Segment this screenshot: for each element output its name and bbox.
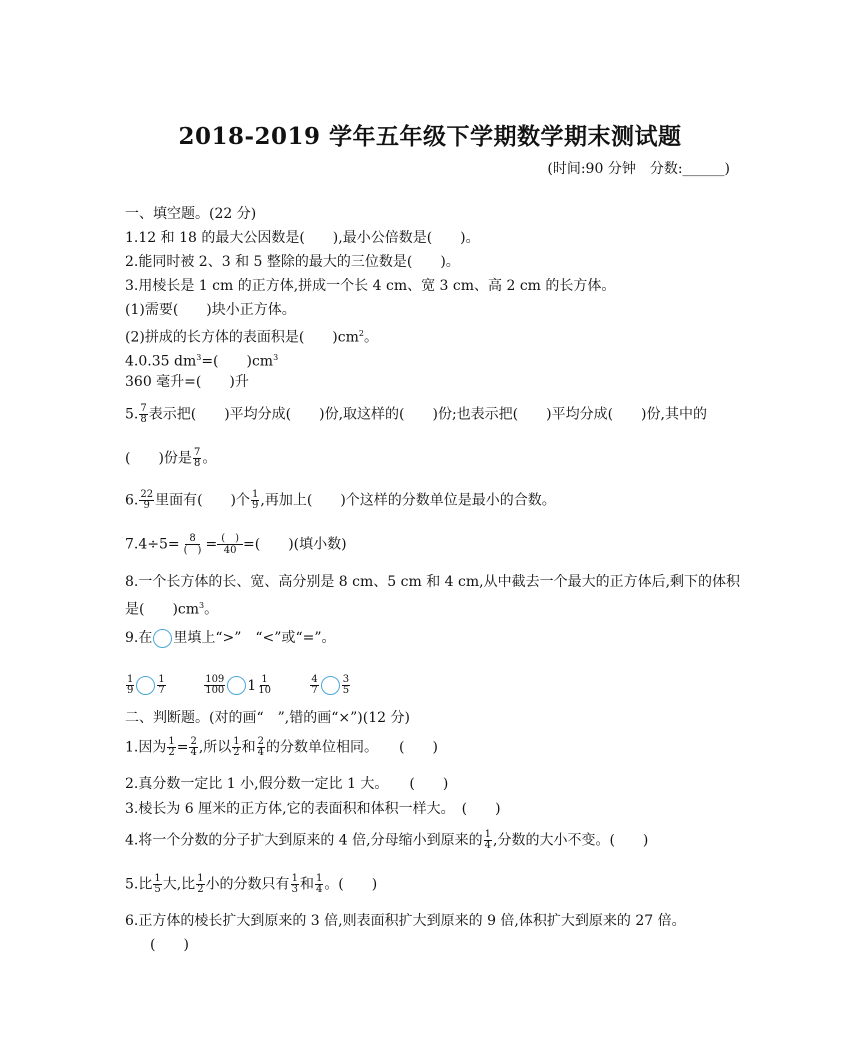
q7-fraction-1 — [180, 533, 206, 556]
j5-mid-1: 大,比 — [162, 876, 196, 893]
j5-f1-numerator: 1 — [154, 873, 161, 884]
judge-6-line1: 6.正方体的棱长扩大到原来的 3 倍,则表面积扩大到原来的 9 倍,体积扩大到原来的 27 倍。 — [125, 913, 686, 929]
j5-text: 5.比 — [125, 876, 153, 893]
q9-text-2: 里填上“>” “<”或“=”。 — [173, 630, 336, 646]
q5-line2-end: 。 — [202, 450, 217, 467]
q6-text-2: ,再加上( )个这样的分数单位是最小的合数。 — [260, 492, 556, 509]
compare-circle-3[interactable] — [321, 676, 340, 695]
compare-circle-1[interactable] — [136, 676, 155, 695]
cmp1-b-denominator: 7 — [158, 685, 165, 696]
question-1: 1.12 和 18 的最大公因数是( ),最小公倍数是( )。 — [125, 230, 480, 246]
j4-text: 4.将一个分数的分子扩大到原来的 4 倍,分母缩小到原来的 — [125, 832, 483, 849]
q8-line2-text: 是( )cm — [125, 601, 200, 618]
cmp2-a-numerator: 109 — [205, 674, 225, 685]
j5-f3-numerator: 1 — [291, 873, 298, 884]
q7-text: 7.4÷5= — [125, 536, 180, 553]
q5-fraction — [139, 404, 147, 425]
question-2: 2.能同时被 2、3 和 5 整除的最大的三位数是( )。 — [125, 254, 460, 270]
q6-f1-denominator: 9 — [143, 500, 150, 511]
j4-numerator: 1 — [484, 829, 491, 840]
compare-item-1 — [125, 675, 167, 696]
q9-text-1: 9.在 — [125, 630, 153, 646]
judge-5 — [125, 874, 377, 895]
question-4a — [125, 348, 278, 372]
q3b-superscript: 2 — [358, 329, 364, 338]
q5-line2-fraction — [193, 448, 201, 469]
cmp3-b-numerator: 3 — [342, 674, 350, 685]
question-9 — [125, 628, 336, 648]
q7-f2-denominator: 40 — [223, 545, 237, 556]
answer-circle-icon — [153, 629, 172, 648]
j4-denominator: 4 — [484, 840, 491, 851]
cmp1-a-numerator: 1 — [127, 674, 134, 685]
section1-heading: 一、填空题。(22 分) — [125, 206, 257, 222]
j5-f4-numerator: 1 — [315, 873, 323, 884]
j1-and: 和 — [241, 739, 256, 756]
question-4b: 360 毫升=( )升 — [125, 374, 249, 390]
q6-text-1: 里面有( )个 — [155, 492, 251, 509]
j1-f3-denominator: 2 — [233, 747, 240, 758]
judge-4 — [125, 830, 648, 851]
q8-superscript: 3 — [199, 601, 205, 610]
cmp2-whole-number: 1 — [247, 677, 257, 694]
q4a-text: 4.0.35 dm — [125, 353, 197, 370]
q4a-mid: =( )cm — [201, 353, 274, 370]
q7-f1-numerator: 8 — [185, 533, 199, 545]
question-5 — [125, 404, 707, 425]
q7-end: =( )(填小数) — [243, 536, 347, 553]
judge-2: 2.真分数一定比 1 小,假分数一定比 1 大。 ( ) — [125, 776, 449, 792]
q5-line2-text: ( )份是 — [125, 450, 192, 467]
question-7 — [125, 533, 347, 556]
q5-fraction-numerator: 7 — [140, 403, 147, 414]
q7-fraction-2 — [217, 533, 243, 556]
q6-f2-denominator: 9 — [252, 500, 259, 511]
question-9-items — [125, 668, 383, 696]
q7-f1-denominator: ( ) — [183, 545, 202, 556]
q5-line2-denominator: 8 — [193, 458, 201, 469]
cmp3-a-denominator: 7 — [311, 685, 318, 696]
cmp2-a-denominator: 100 — [205, 685, 225, 696]
j4-end: ,分数的大小不变。( ) — [493, 832, 649, 849]
q3b-end: 。 — [363, 329, 378, 346]
exam-subtitle: (时间:90 分钟 分数:______) — [547, 161, 730, 177]
j1-f1-numerator: 1 — [168, 736, 175, 747]
cmp1-b-numerator: 1 — [158, 674, 165, 685]
j1-end: 的分数单位相同。 ( ) — [266, 739, 438, 756]
q3b-text: (2)拼成的长方体的表面积是( )cm — [125, 329, 359, 346]
j1-f2-denominator: 4 — [190, 747, 197, 758]
q5-line2-numerator: 7 — [193, 447, 201, 458]
question-3a: (1)需要( )块小正方体。 — [125, 302, 296, 318]
compare-item-3 — [309, 675, 351, 696]
q5-number: 5. — [125, 406, 139, 423]
question-3b — [125, 324, 378, 348]
j1-f3-numerator: 1 — [233, 736, 240, 747]
q4a-superscript-2: 3 — [273, 353, 279, 362]
cmp3-a-numerator: 4 — [311, 674, 318, 685]
section2-heading: 二、判断题。(对的画“ ”,错的画“×”)(12 分) — [125, 710, 410, 726]
q6-f2-numerator: 1 — [252, 489, 259, 500]
j5-f3-denominator: 3 — [291, 884, 298, 895]
exam-title: 2018-2019 学年五年级下学期数学期末测试题 — [178, 123, 682, 150]
q8-end: 。 — [204, 601, 219, 618]
q6-fraction-2 — [251, 490, 259, 511]
j5-mid-2: 小的分数只有 — [205, 876, 290, 893]
compare-item-2 — [203, 675, 273, 696]
j1-f4-numerator: 2 — [257, 736, 265, 747]
question-8-line2 — [125, 596, 218, 620]
q5-fraction-denominator: 8 — [140, 414, 147, 425]
j1-f2-numerator: 2 — [190, 736, 197, 747]
j1-mid: ,所以 — [198, 739, 232, 756]
question-8-line1: 8.一个长方体的长、宽、高分别是 8 cm、5 cm 和 4 cm,从中截去一个最大的正方体后,剩下的体积 — [125, 574, 741, 590]
j5-f2-numerator: 1 — [197, 873, 204, 884]
question-3: 3.用棱长是 1 cm 的正方体,拼成一个长 4 cm、宽 3 cm、高 2 cm 的长方体。 — [125, 278, 616, 294]
cmp2-b-numerator: 1 — [261, 674, 268, 685]
cmp1-a-denominator: 9 — [127, 685, 134, 696]
question-5-line2 — [125, 448, 216, 469]
j1-equals: = — [176, 739, 189, 756]
q7-equals: = — [205, 536, 218, 553]
q7-f2-numerator: ( ) — [217, 533, 243, 545]
q6-fraction-1 — [139, 490, 154, 511]
j5-and: 和 — [299, 876, 314, 893]
j5-f4-denominator: 4 — [315, 884, 323, 895]
j1-text: 1.因为 — [125, 739, 167, 756]
judge-3: 3.棱长为 6 厘米的正方体,它的表面积和体积一样大。 ( ) — [125, 801, 501, 817]
q6-number: 6. — [125, 492, 139, 509]
j1-f4-denominator: 4 — [257, 747, 265, 758]
cmp2-b-denominator: 10 — [258, 685, 271, 696]
compare-circle-2[interactable] — [227, 676, 246, 695]
q5-text: 表示把( )平均分成( )份,取这样的( )份;也表示把( )平均分成( )份,其中的 — [148, 406, 707, 423]
judge-6-line2: ( ) — [150, 937, 189, 953]
j5-f1-denominator: 5 — [154, 884, 161, 895]
cmp3-b-denominator: 5 — [342, 685, 350, 696]
judge-1 — [125, 737, 438, 758]
q4a-superscript-1: 3 — [196, 353, 202, 362]
q6-f1-numerator: 22 — [140, 489, 154, 500]
question-6 — [125, 490, 556, 511]
j5-f2-denominator: 2 — [197, 884, 204, 895]
j1-f1-denominator: 2 — [168, 747, 175, 758]
j5-end: 。( ) — [324, 876, 378, 893]
